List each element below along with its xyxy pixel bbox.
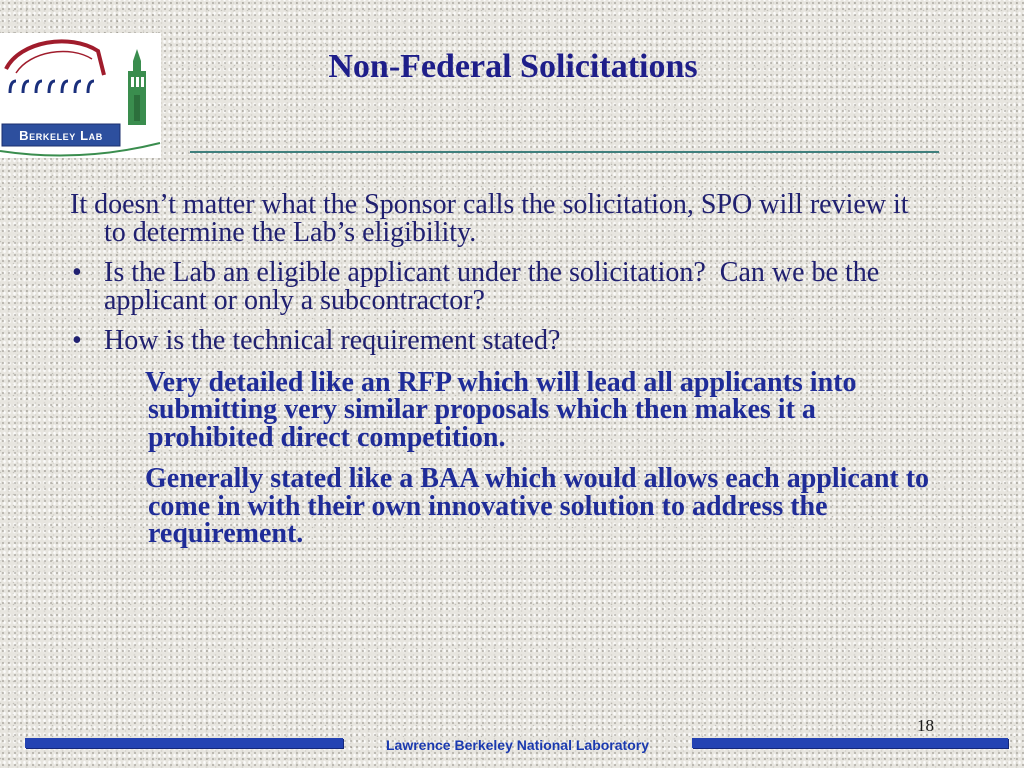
footer-organization: Lawrence Berkeley National Laboratory (386, 737, 649, 753)
bullet-marker: • (72, 257, 82, 288)
slide-body (70, 191, 970, 548)
bullet-text: Is the Lab an eligible applicant under the solicitation? Can we be the applicant or only a subcontractor? (104, 257, 887, 316)
sub-point: Very detailed like an RFP which will lead all applicants into submitting very similar proposals which then makes it a prohibited direct competition. (145, 366, 864, 453)
bullet-marker: • (72, 325, 82, 356)
berkeley-lab-logo (0, 33, 161, 158)
page-number: 18 (917, 716, 934, 735)
slide-title: Non-Federal Solicitations (328, 48, 698, 85)
sub-point: Generally stated like a BAA which would allows each applicant to come in with their own innovative solution to address the requirement. (145, 463, 937, 549)
title-divider (190, 151, 939, 153)
bullet-item (70, 327, 922, 355)
footer-bar-right (692, 738, 1008, 748)
bullet-item (70, 259, 922, 314)
intro-text: It doesn’t matter what the Sponsor calls the solicitation, SPO will review it to determine the Lab’s eligibility. (70, 189, 916, 248)
intro-paragraph (70, 191, 922, 246)
footer-bar-left (25, 738, 343, 748)
logo-wordmark: Berkeley Lab (19, 128, 103, 143)
bullet-text: How is the technical requirement stated? (104, 325, 561, 356)
